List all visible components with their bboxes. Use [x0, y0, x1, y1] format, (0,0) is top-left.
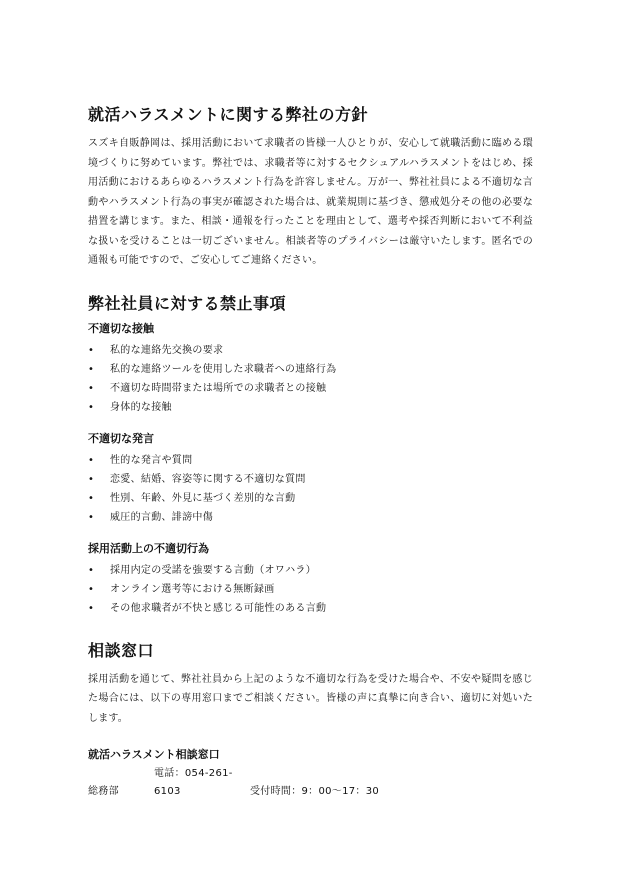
policy-title: 就活ハラスメントに関する弊社の方針	[88, 105, 369, 124]
list-item: • 不適切な時間帯または場所での求職者との接触	[88, 379, 533, 398]
group-list-contact	[88, 341, 533, 417]
list-item: • 私的な連絡ツールを使用した求職者への連絡行為	[88, 360, 533, 379]
consultation-body: 採用活動を通じて、弊社社員から上記のような不適切な行為を受けた場合や、不安や疑問を感じた場合には、以下の専用窓口までご相談ください。皆様の声に真摯に向き合い、適切に対処いたします。	[88, 673, 533, 724]
contact-line	[88, 765, 533, 801]
group-heading-contact: 不適切な接触	[88, 321, 154, 335]
prohibited-title: 弊社社員に対する禁止事項	[88, 293, 287, 313]
list-item: • その他求職者が不快と感じる可能性のある言動	[88, 599, 533, 618]
list-item: • オンライン選考等における無断録画	[88, 580, 533, 599]
list-item: • 性的な発言や質問	[88, 451, 533, 470]
contact-phone: 電話：054-261-6103	[154, 768, 233, 797]
list-item: • 私的な連絡先交換の要求	[88, 341, 533, 360]
group-heading-recruiting: 採用活動上の不適切行為	[88, 541, 209, 555]
list-item: • 恋愛、結婚、容姿等に関する不適切な質問	[88, 470, 533, 489]
group-list-recruiting	[88, 561, 533, 618]
list-item: • 採用内定の受諾を強要する言動（オワハラ）	[88, 561, 533, 580]
list-item: • 威圧的言動、誹謗中傷	[88, 508, 533, 527]
group-list-speech	[88, 451, 533, 527]
list-item: • 身体的な接触	[88, 398, 533, 417]
contact-title: 就活ハラスメント相談窓口	[88, 748, 220, 761]
consultation-title: 相談窓口	[88, 640, 155, 660]
list-item: • 性別、年齢、外見に基づく差別的な言動	[88, 489, 533, 508]
document-page	[88, 104, 533, 801]
group-heading-speech: 不適切な発言	[88, 431, 154, 445]
contact-department: 総務部	[88, 786, 119, 797]
contact-hours: 受付時間：9：00～17：30	[250, 786, 380, 797]
policy-body: スズキ自販静岡は、採用活動において求職者の皆様一人ひとりが、安心して就職活動に臨める環境づくりに努めています。弊社では、求職者等に対するセクシュアルハラスメントをはじめ、採用活動におけるあらゆるハラスメント行為を許容しません。万が一、弊社社員による不適切な言動やハラスメント行為の事実が確認された場合は、就業規則に基づき、懲戒処分その他の必要な措置を講じます。また、相談・通報を行ったことを理由として、選考や採否判断において不利益な扱いを受けることは一切ございません。相談者等のプライバシーは厳守いたします。匿名での通報も可能ですので、ご安心してご連絡ください。	[88, 138, 533, 266]
